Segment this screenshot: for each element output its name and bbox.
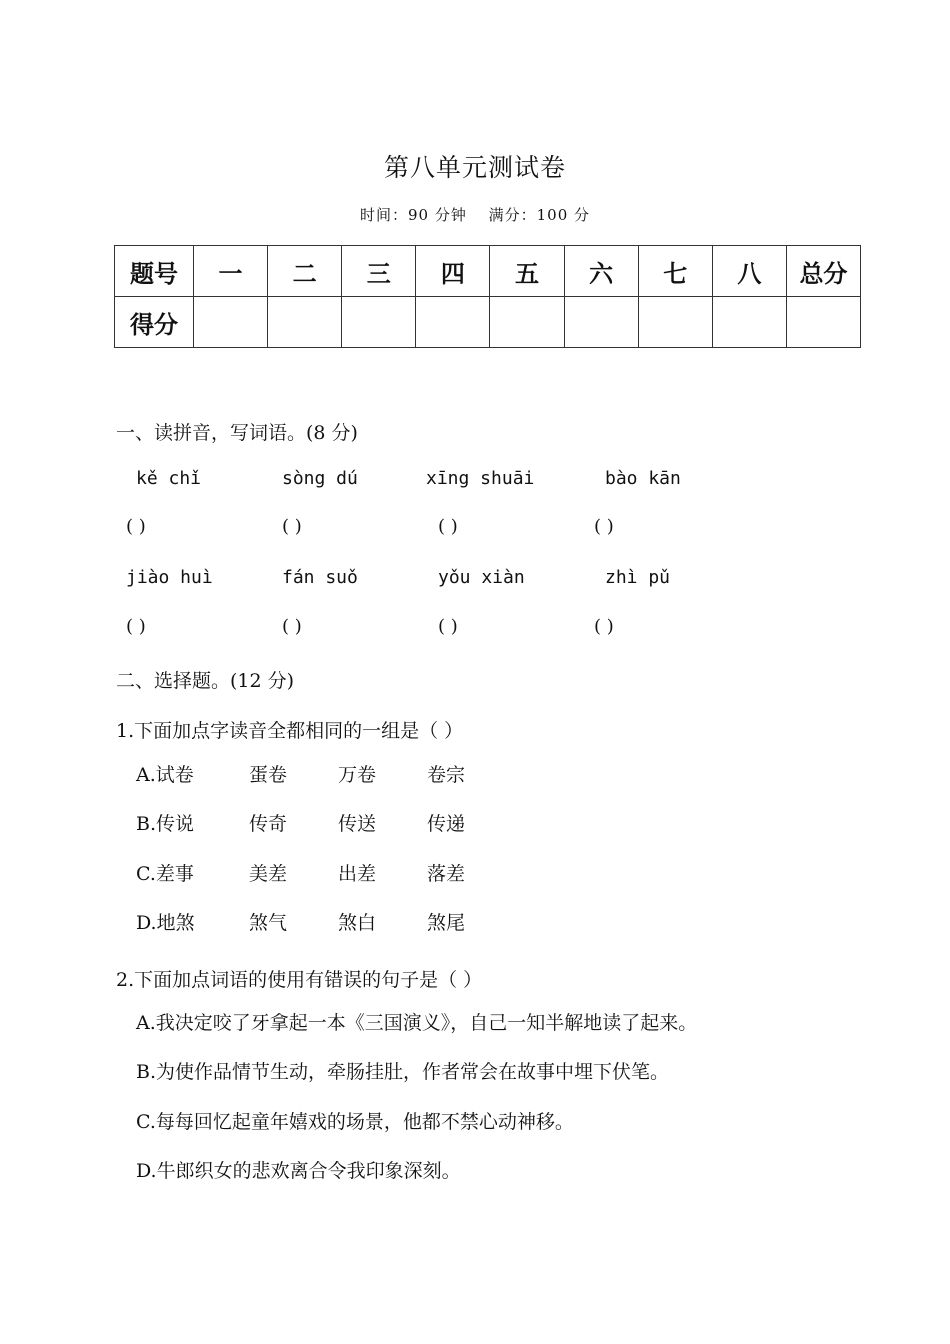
section-heading: 二、选择题。(12 分) bbox=[116, 670, 295, 692]
option-word: 出差 bbox=[338, 863, 377, 885]
score-header-cell: 五 bbox=[490, 246, 564, 297]
page-title: 第八单元测试卷 bbox=[383, 153, 566, 182]
option-sentence: A.我决定咬了牙拿起一本《三国演义》，自己一知半解地读了起来。 bbox=[136, 1012, 698, 1034]
option-row bbox=[136, 859, 636, 889]
option-word: 煞白 bbox=[338, 912, 377, 934]
score-header-cell: 二 bbox=[268, 246, 342, 297]
option-row bbox=[136, 760, 636, 790]
option-word: 传送 bbox=[338, 813, 377, 835]
score-header-cell: 七 bbox=[638, 246, 712, 297]
option-row bbox=[136, 809, 636, 839]
score-table-score-row bbox=[115, 297, 861, 348]
pinyin-item: jiào huì bbox=[126, 567, 213, 588]
score-cell[interactable] bbox=[342, 297, 416, 348]
pinyin-item: sòng dú bbox=[282, 468, 358, 489]
answer-blank-row bbox=[126, 616, 726, 646]
section-heading: 一、读拼音，写词语。(8 分) bbox=[116, 422, 358, 444]
answer-blank[interactable]: ( ) bbox=[594, 516, 614, 537]
answer-blank[interactable]: ( ) bbox=[438, 516, 458, 537]
question-stem: 1.下面加点字读音全都相同的一组是（ ） bbox=[116, 720, 464, 742]
option-sentence: C.每每回忆起童年嬉戏的场景，他都不禁心动神移。 bbox=[136, 1111, 574, 1133]
option-word: 煞气 bbox=[249, 912, 288, 934]
score-cell[interactable] bbox=[786, 297, 860, 348]
pinyin-item: bào kān bbox=[605, 468, 681, 489]
answer-blank[interactable]: ( ) bbox=[438, 616, 458, 637]
option-word: 煞尾 bbox=[427, 912, 466, 934]
score-header-cell: 四 bbox=[416, 246, 490, 297]
score-cell[interactable] bbox=[712, 297, 786, 348]
pinyin-item: zhì pǔ bbox=[605, 567, 671, 588]
score-row-label: 得分 bbox=[115, 297, 194, 348]
pinyin-row bbox=[126, 567, 726, 597]
pinyin-item: kě chǐ bbox=[136, 468, 202, 489]
exam-info bbox=[0, 204, 950, 225]
score-cell[interactable] bbox=[638, 297, 712, 348]
exam-time: 时间：90 分钟 bbox=[359, 206, 467, 224]
pinyin-item: yǒu xiàn bbox=[438, 567, 525, 588]
score-header-cell: 三 bbox=[342, 246, 416, 297]
option-word: 蛋卷 bbox=[249, 764, 288, 786]
option-sentence: D.牛郎织女的悲欢离合令我印象深刻。 bbox=[136, 1160, 461, 1182]
answer-blank[interactable]: ( ) bbox=[282, 516, 302, 537]
answer-blank[interactable]: ( ) bbox=[126, 516, 146, 537]
option-word: 传奇 bbox=[249, 813, 288, 835]
score-cell[interactable] bbox=[564, 297, 638, 348]
answer-blank[interactable]: ( ) bbox=[594, 616, 614, 637]
pinyin-row bbox=[126, 468, 726, 498]
score-header-cell: 八 bbox=[712, 246, 786, 297]
score-header-cell: 题号 bbox=[115, 246, 194, 297]
option-word: 传递 bbox=[427, 813, 466, 835]
option-word: 卷宗 bbox=[427, 764, 466, 786]
score-header-cell: 一 bbox=[194, 246, 268, 297]
option-row bbox=[136, 908, 636, 938]
score-cell[interactable] bbox=[268, 297, 342, 348]
option-label: C.差事 bbox=[136, 863, 194, 885]
option-sentence: B.为使作品情节生动，牵肠挂肚，作者常会在故事中埋下伏笔。 bbox=[136, 1061, 670, 1083]
option-label: D.地煞 bbox=[136, 912, 195, 934]
option-word: 落差 bbox=[427, 863, 466, 885]
score-table-header-row bbox=[115, 246, 861, 297]
answer-blank[interactable]: ( ) bbox=[126, 616, 146, 637]
score-header-cell: 六 bbox=[564, 246, 638, 297]
score-table bbox=[114, 245, 861, 348]
pinyin-item: fán suǒ bbox=[282, 567, 358, 588]
pinyin-item: xīng shuāi bbox=[426, 468, 535, 489]
option-label: B.传说 bbox=[136, 813, 195, 835]
score-cell[interactable] bbox=[490, 297, 564, 348]
exam-full-score: 满分：100 分 bbox=[488, 206, 591, 224]
score-cell[interactable] bbox=[416, 297, 490, 348]
option-label: A.试卷 bbox=[136, 764, 194, 786]
score-header-cell: 总分 bbox=[786, 246, 860, 297]
question-stem: 2.下面加点词语的使用有错误的句子是（ ） bbox=[116, 969, 483, 991]
answer-blank[interactable]: ( ) bbox=[282, 616, 302, 637]
score-cell[interactable] bbox=[194, 297, 268, 348]
option-word: 美差 bbox=[249, 863, 288, 885]
option-word: 万卷 bbox=[338, 764, 377, 786]
answer-blank-row bbox=[126, 516, 726, 546]
